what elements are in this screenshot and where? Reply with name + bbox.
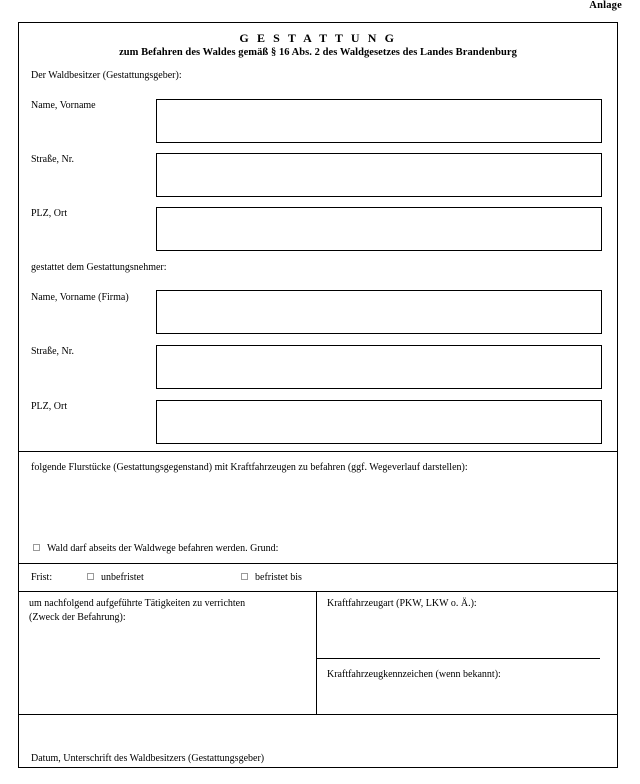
grantor-name-input[interactable]	[156, 99, 602, 143]
form-frame	[18, 22, 618, 768]
purpose-value-area[interactable]	[29, 629, 311, 713]
grantee-city-input[interactable]	[156, 400, 602, 444]
signature-input[interactable]	[31, 719, 601, 751]
grantor-city-label: PLZ, Ort	[31, 208, 68, 219]
grantee-heading: gestattet dem Gestattungsnehmer:	[31, 262, 167, 273]
vehicle-plate-input[interactable]	[327, 684, 602, 714]
checkbox-icon-offroad[interactable]	[33, 544, 40, 551]
checkbox-icon-unlimited[interactable]	[87, 573, 94, 580]
attachment-label: Anlage	[589, 0, 622, 11]
grantor-heading: Der Waldbesitzer (Gestattungsgeber):	[31, 70, 182, 81]
offroad-checkbox-label: Wald darf abseits der Waldwege befahren werden. Grund:	[47, 543, 279, 554]
grantee-street-input[interactable]	[156, 345, 602, 389]
purpose-label-line1: um nachfolgend aufgeführte Tätigkeiten zu verrichten	[29, 598, 246, 609]
purpose-label-line2: (Zweck der Befahrung):	[29, 612, 126, 623]
section-divider-signature	[19, 714, 617, 715]
purpose-label	[29, 597, 311, 625]
vehicle-type-label: Kraftfahrzeugart (PKW, LKW o. Ä.):	[327, 598, 477, 609]
term-option-limited[interactable]	[241, 571, 302, 584]
signature-label: Datum, Unterschrift des Waldbesitzers (Gestattungsgeber)	[31, 753, 265, 764]
section-divider-parcel	[19, 451, 617, 452]
term-label: Frist:	[31, 572, 53, 583]
offroad-reason-input[interactable]	[284, 539, 602, 555]
term-option-limited-label: befristet bis	[255, 572, 302, 583]
vehicle-fields-divider	[316, 658, 600, 659]
term-option-unlimited-label: unbefristet	[101, 572, 144, 583]
term-until-date-input[interactable]	[334, 569, 602, 585]
section-divider-term	[19, 563, 617, 564]
term-option-unlimited[interactable]	[87, 571, 144, 584]
grantor-name-label: Name, Vorname	[31, 100, 96, 111]
vehicle-plate-label: Kraftfahrzeugkennzeichen (wenn bekannt):	[327, 669, 501, 680]
grantor-street-input[interactable]	[156, 153, 602, 197]
offroad-checkbox-row[interactable]	[33, 542, 278, 555]
vehicle-type-input[interactable]	[327, 613, 602, 656]
purpose-vehicle-divider	[316, 591, 317, 715]
grantee-street-label: Straße, Nr.	[31, 346, 75, 357]
page-title: G E S T A T T U N G	[239, 31, 397, 45]
page-subtitle: zum Befahren des Waldes gemäß § 16 Abs. 2 des Waldgesetzes des Landes Brandenburg	[119, 47, 517, 58]
grantee-name-input[interactable]	[156, 290, 602, 334]
parcel-value-area[interactable]	[31, 479, 601, 537]
grantee-city-label: PLZ, Ort	[31, 401, 68, 412]
parcel-heading: folgende Flurstücke (Gestattungsgegenstand) mit Kraftfahrzeugen zu befahren (ggf. Wegeverlauf darstellen):	[31, 462, 468, 473]
grantor-city-input[interactable]	[156, 207, 602, 251]
checkbox-icon-limited[interactable]	[241, 573, 248, 580]
grantor-street-label: Straße, Nr.	[31, 154, 75, 165]
grantee-name-label: Name, Vorname (Firma)	[31, 292, 129, 303]
section-divider-purpose	[19, 591, 617, 592]
